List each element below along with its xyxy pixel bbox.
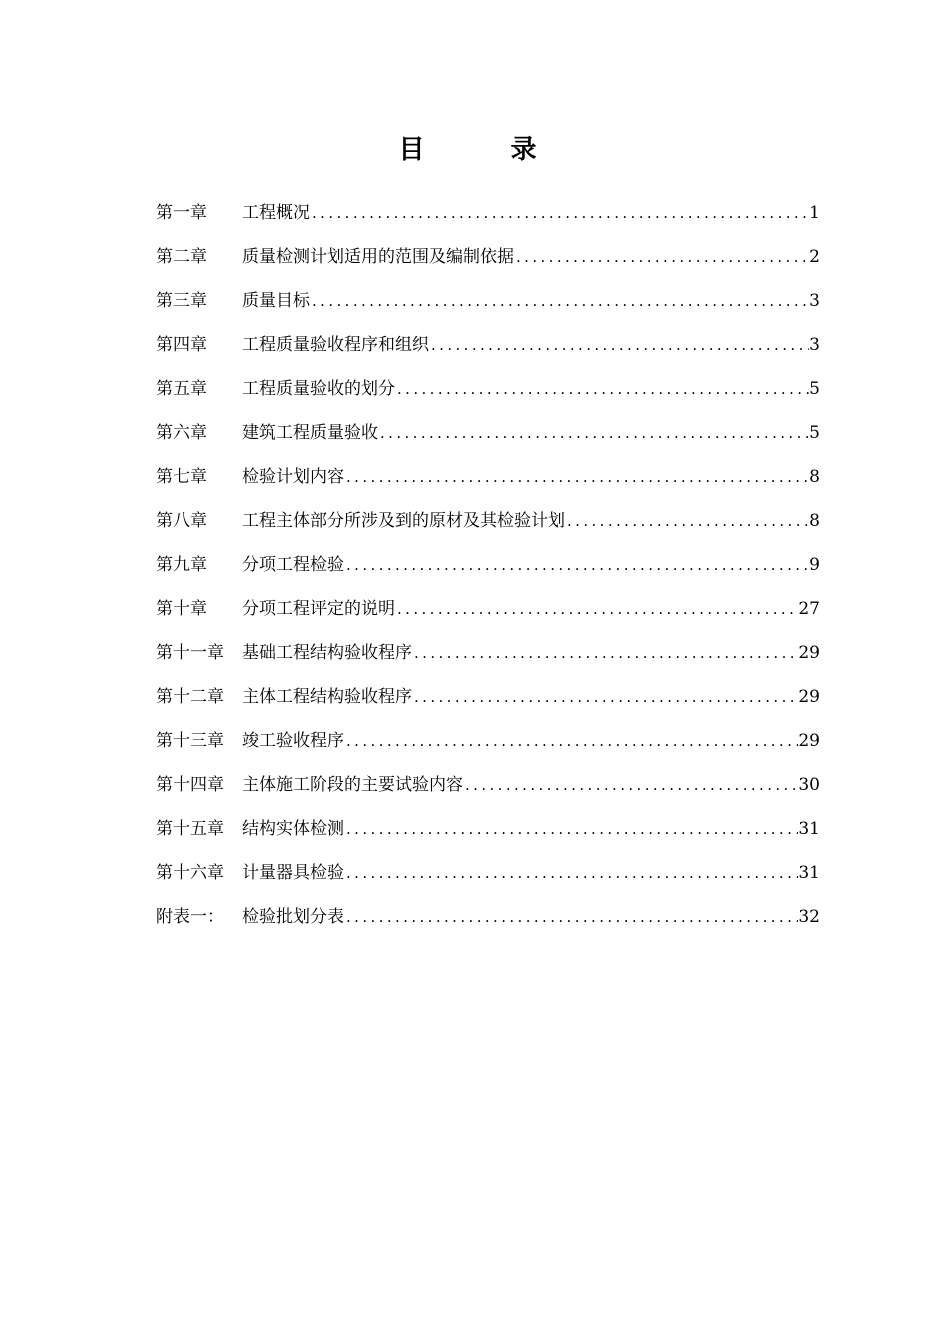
toc-entry-title: 基础工程结构验收程序 <box>242 643 412 663</box>
toc-dot-leader <box>344 856 798 890</box>
toc-entry-title: 主体工程结构验收程序 <box>242 687 412 707</box>
toc-dot-leader <box>344 548 809 582</box>
toc-page-number: 30 <box>798 775 820 795</box>
toc-entry[interactable] <box>156 284 820 328</box>
toc-page-number: 31 <box>798 863 820 883</box>
toc-dot-leader <box>395 592 798 626</box>
toc-entry[interactable] <box>156 372 820 416</box>
toc-chapter-label: 第十章 <box>156 599 207 619</box>
toc-chapter-label: 第二章 <box>156 247 207 267</box>
toc-entry[interactable] <box>156 504 820 548</box>
toc-entry[interactable] <box>156 240 820 284</box>
toc-chapter-label: 第十一章 <box>156 643 224 663</box>
toc-chapter-label: 附表一： <box>156 907 224 927</box>
toc-entry[interactable] <box>156 460 820 504</box>
toc-chapter-label: 第四章 <box>156 335 207 355</box>
toc-entry-title: 竣工验收程序 <box>242 731 344 751</box>
toc-dot-leader <box>344 900 798 934</box>
toc-chapter-label: 第七章 <box>156 467 207 487</box>
toc-page-number: 8 <box>809 511 820 531</box>
toc-chapter-label: 第八章 <box>156 511 207 531</box>
toc-chapter-label: 第十五章 <box>156 819 224 839</box>
toc-page-number: 5 <box>809 423 820 443</box>
toc-entry-title: 工程概况 <box>242 203 310 223</box>
toc-entry[interactable] <box>156 680 820 724</box>
toc-entry[interactable] <box>156 900 820 944</box>
toc-chapter-label: 第六章 <box>156 423 207 443</box>
toc-entry-title: 计量器具检验 <box>242 863 344 883</box>
toc-page-number: 3 <box>809 291 820 311</box>
toc-entry-title: 检验批划分表 <box>242 907 344 927</box>
toc-entry[interactable] <box>156 768 820 812</box>
toc-chapter-label: 第十二章 <box>156 687 224 707</box>
toc-dot-leader <box>344 724 798 758</box>
toc-chapter-label: 第九章 <box>156 555 207 575</box>
toc-chapter-label: 第十六章 <box>156 863 224 883</box>
toc-entry-title: 质量检测计划适用的范围及编制依据 <box>242 247 514 267</box>
toc-page-number: 3 <box>809 335 820 355</box>
toc-entry-title: 主体施工阶段的主要试验内容 <box>242 775 463 795</box>
toc-chapter-label: 第三章 <box>156 291 207 311</box>
toc-entry[interactable] <box>156 416 820 460</box>
toc-page-number: 29 <box>798 731 820 751</box>
toc-dot-leader <box>514 240 809 274</box>
toc-dot-leader <box>344 812 798 846</box>
toc-entry-title: 工程质量验收的划分 <box>242 379 395 399</box>
toc-title: 目 录 <box>398 135 567 165</box>
toc-page-number: 27 <box>798 599 820 619</box>
toc-chapter-label: 第十三章 <box>156 731 224 751</box>
toc-entry[interactable] <box>156 328 820 372</box>
toc-entry-title: 质量目标 <box>242 291 310 311</box>
toc-entry[interactable] <box>156 548 820 592</box>
toc-entry[interactable] <box>156 592 820 636</box>
toc-chapter-label: 第一章 <box>156 203 207 223</box>
toc-entry[interactable] <box>156 636 820 680</box>
toc-page-number: 9 <box>809 555 820 575</box>
toc-entry-title: 分项工程检验 <box>242 555 344 575</box>
toc-page-number: 32 <box>798 907 820 927</box>
toc-dot-leader <box>412 636 798 670</box>
toc-entry[interactable] <box>156 812 820 856</box>
toc-page-number: 5 <box>809 379 820 399</box>
toc-page-number: 31 <box>798 819 820 839</box>
toc-page-number: 29 <box>798 643 820 663</box>
toc-entry[interactable] <box>156 196 820 240</box>
toc-entry-title: 建筑工程质量验收 <box>242 423 378 443</box>
toc-entry[interactable] <box>156 724 820 768</box>
toc-dot-leader <box>378 416 809 450</box>
toc-chapter-label: 第十四章 <box>156 775 224 795</box>
toc-dot-leader <box>344 460 809 494</box>
toc-entry-title: 结构实体检测 <box>242 819 344 839</box>
toc-entry-title: 工程主体部分所涉及到的原材及其检验计划 <box>242 511 565 531</box>
toc-dot-leader <box>310 196 809 230</box>
toc-page-number: 29 <box>798 687 820 707</box>
toc-entry-title: 检验计划内容 <box>242 467 344 487</box>
toc-entry[interactable] <box>156 856 820 900</box>
toc-dot-leader <box>310 284 809 318</box>
toc-chapter-label: 第五章 <box>156 379 207 399</box>
toc-page-number: 2 <box>809 247 820 267</box>
toc-dot-leader <box>395 372 809 406</box>
toc-dot-leader <box>412 680 798 714</box>
toc-entry-title: 工程质量验收程序和组织 <box>242 335 429 355</box>
toc-dot-leader <box>463 768 798 802</box>
toc-page-number: 1 <box>809 203 820 223</box>
toc-dot-leader <box>565 504 809 538</box>
toc-list <box>156 196 820 944</box>
toc-page-number: 8 <box>809 467 820 487</box>
toc-dot-leader <box>429 328 809 362</box>
toc-entry-title: 分项工程评定的说明 <box>242 599 395 619</box>
